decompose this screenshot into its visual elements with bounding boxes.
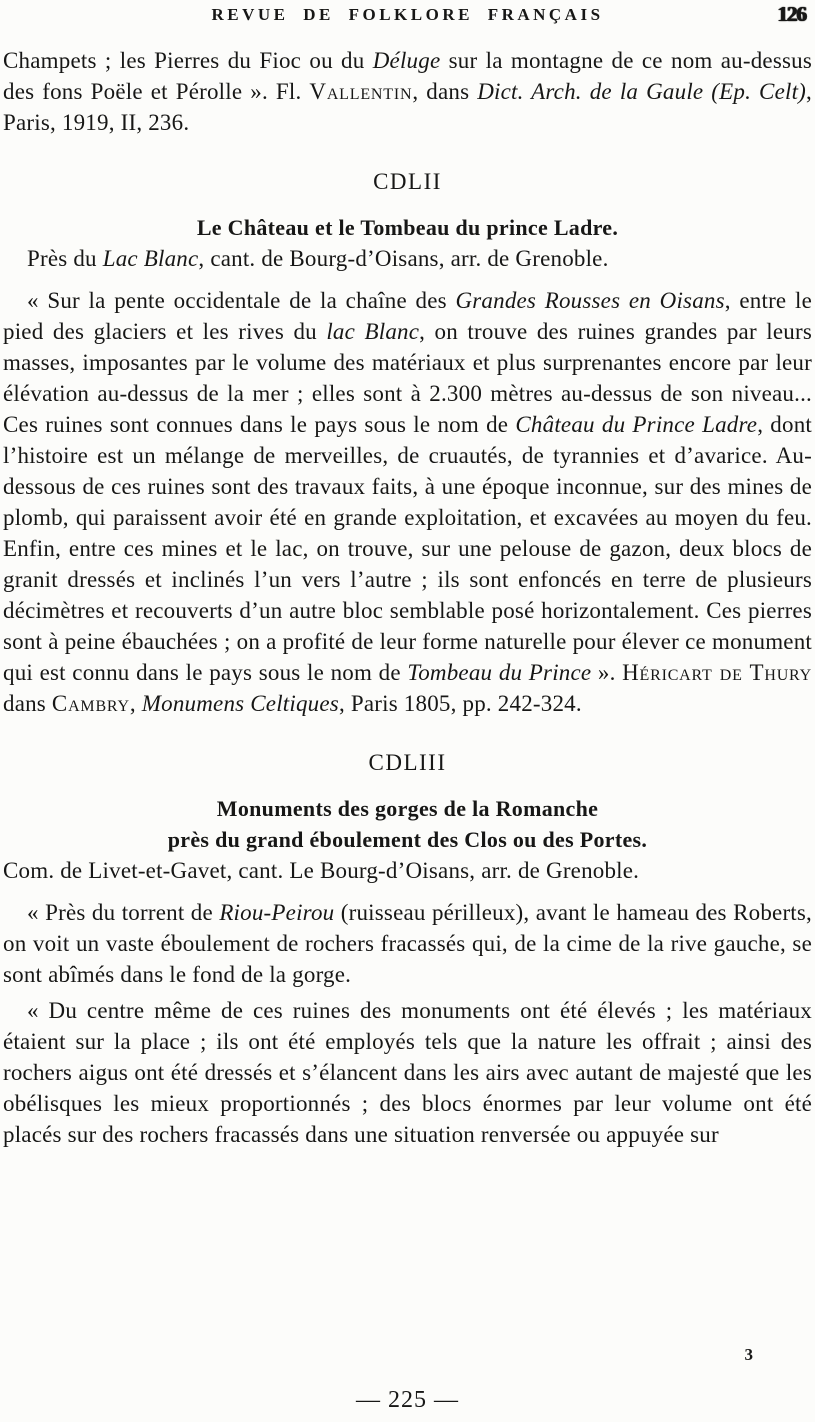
italic-run: Grandes Rousses en Oisans: [455, 288, 725, 313]
text-run: « Du centre même de ces ruines des monuments ont été élevés ; les matériaux étaient sur la place ; ils ont été employés tels que la nature les offrait ; ainsi des rochers aigus ont été dressés et s’élancent dans les airs avec autant de majesté que les obélisques les mieux proportionnés ; des blocs énormes par leur volume ont été placés sur des rochers fracassés dans une situation renversée ou appuyée sur: [3, 998, 812, 1147]
text-run: , Paris, 1919, II, 236.: [3, 79, 812, 135]
italic-run: Déluge: [372, 48, 441, 73]
text-run: Com. de Livet-et-Gavet, cant. Le Bourg-d’Oisans, arr. de Grenoble.: [3, 858, 640, 883]
italic-run: Tombeau du Prince: [407, 660, 592, 685]
bottom-page-number: — 225 —: [356, 1387, 459, 1413]
journal-title: REVUE DE FOLKLORE FRANÇAIS: [211, 5, 604, 24]
text-run: ,: [129, 691, 142, 716]
section-location-cdlii: [3, 243, 812, 274]
text-run: , Paris 1805, pp. 242-324.: [338, 691, 582, 716]
section-cdlii: [3, 169, 812, 719]
small-caps-run: Vallentin: [309, 79, 413, 104]
text-run: , dans: [412, 79, 478, 104]
text-run: sur la montagne de ce nom au-dessus des fons Poële et Pérolle ». Fl.: [3, 48, 812, 104]
text-run: « Près du torrent de: [27, 900, 220, 925]
section-title-cdliii: [3, 793, 812, 855]
section-location-cdliii: [3, 855, 812, 886]
section-cdliii: [3, 750, 812, 1150]
page-footer: [0, 1387, 815, 1414]
italic-run: Lac Blanc: [102, 246, 199, 271]
italic-run: Château du Prince Ladre: [515, 412, 758, 437]
section-number-cdliii: CDLIII: [368, 750, 447, 775]
text-run: dans: [3, 691, 52, 716]
text-run: , dont l’histoire est un mélange de merveilles, de cruautés, de tyrannies et d’avarice. Au-dessous de ces ruines sont des travaux faits, à une époque inconnue, sur des mines de plomb, qui paraissent avoir été en grande exploitation, et excavées au moyen du feu. Enfin, entre ces mines et le lac, on trouve, sur une pelouse de gazon, deux blocs de granit dressés et inclinés l’un vers l’autre ; ils sont enfoncés en terre de plusieurs décimètres et recouverts d’un autre bloc semblable posé horizontalement. Ces pierres sont à peine ébauchées ; on a profité de leur forme naturelle pour élever ce monument qui est connu dans le pays sous le nom de: [3, 412, 813, 685]
text-run: Près du: [27, 246, 103, 271]
section-paragraph-cdlii: [3, 285, 812, 719]
text-run: (ruisseau périlleux), avant le hameau des Roberts, on voit un vaste éboulement de rochers fracassés qui, de la cime de la rive gauche, se sont abîmés dans le fond de la gorge.: [3, 900, 812, 987]
small-caps-run: Cambry: [51, 691, 130, 716]
italic-run: Monumens Celtiques: [141, 691, 339, 716]
continuation-paragraph: [3, 45, 812, 138]
italic-run: lac Blanc: [326, 319, 420, 344]
small-caps-run: Héricart de Thury: [622, 660, 812, 685]
text-run: ».: [591, 660, 623, 685]
section-title-line-1: Monuments des gorges de la Romanche: [216, 796, 599, 821]
section-number-cdlii: CDLII: [373, 169, 442, 194]
italic-run: Dict. Arch. de la Gaule (Ep. Celt): [477, 79, 807, 104]
section-paragraph-cdliii-2: [3, 995, 812, 1150]
section-title-cdlii: Le Château et le Tombeau du prince Ladre.: [196, 215, 619, 240]
text-run: , cant. de Bourg-d’Oisans, arr. de Grenoble.: [198, 246, 609, 271]
section-paragraph-cdliii-1: [3, 897, 812, 990]
italic-run: Riou-Peirou: [219, 900, 335, 925]
top-page-number: 126: [777, 2, 806, 26]
text-run: , entre le pied des glaciers et les rives du: [3, 288, 812, 344]
text-run: , on trouve des ruines grandes par leurs masses, imposantes par le volume des matériaux et plus surprenantes encore par leur élévation au-dessus de la mer ; elles sont à 2.300 mètres au-dessus de son niveau... Ces ruines sont connues dans le pays sous le nom de: [3, 319, 813, 437]
text-run: Champets ; les Pierres du Fioc ou du: [3, 48, 373, 73]
signature-mark: 3: [744, 1345, 753, 1364]
section-title-line-2: près du grand éboulement des Clos ou des Portes.: [167, 827, 648, 852]
running-head: [3, 0, 812, 35]
text-run: « Sur la pente occidentale de la chaîne des: [27, 288, 456, 313]
